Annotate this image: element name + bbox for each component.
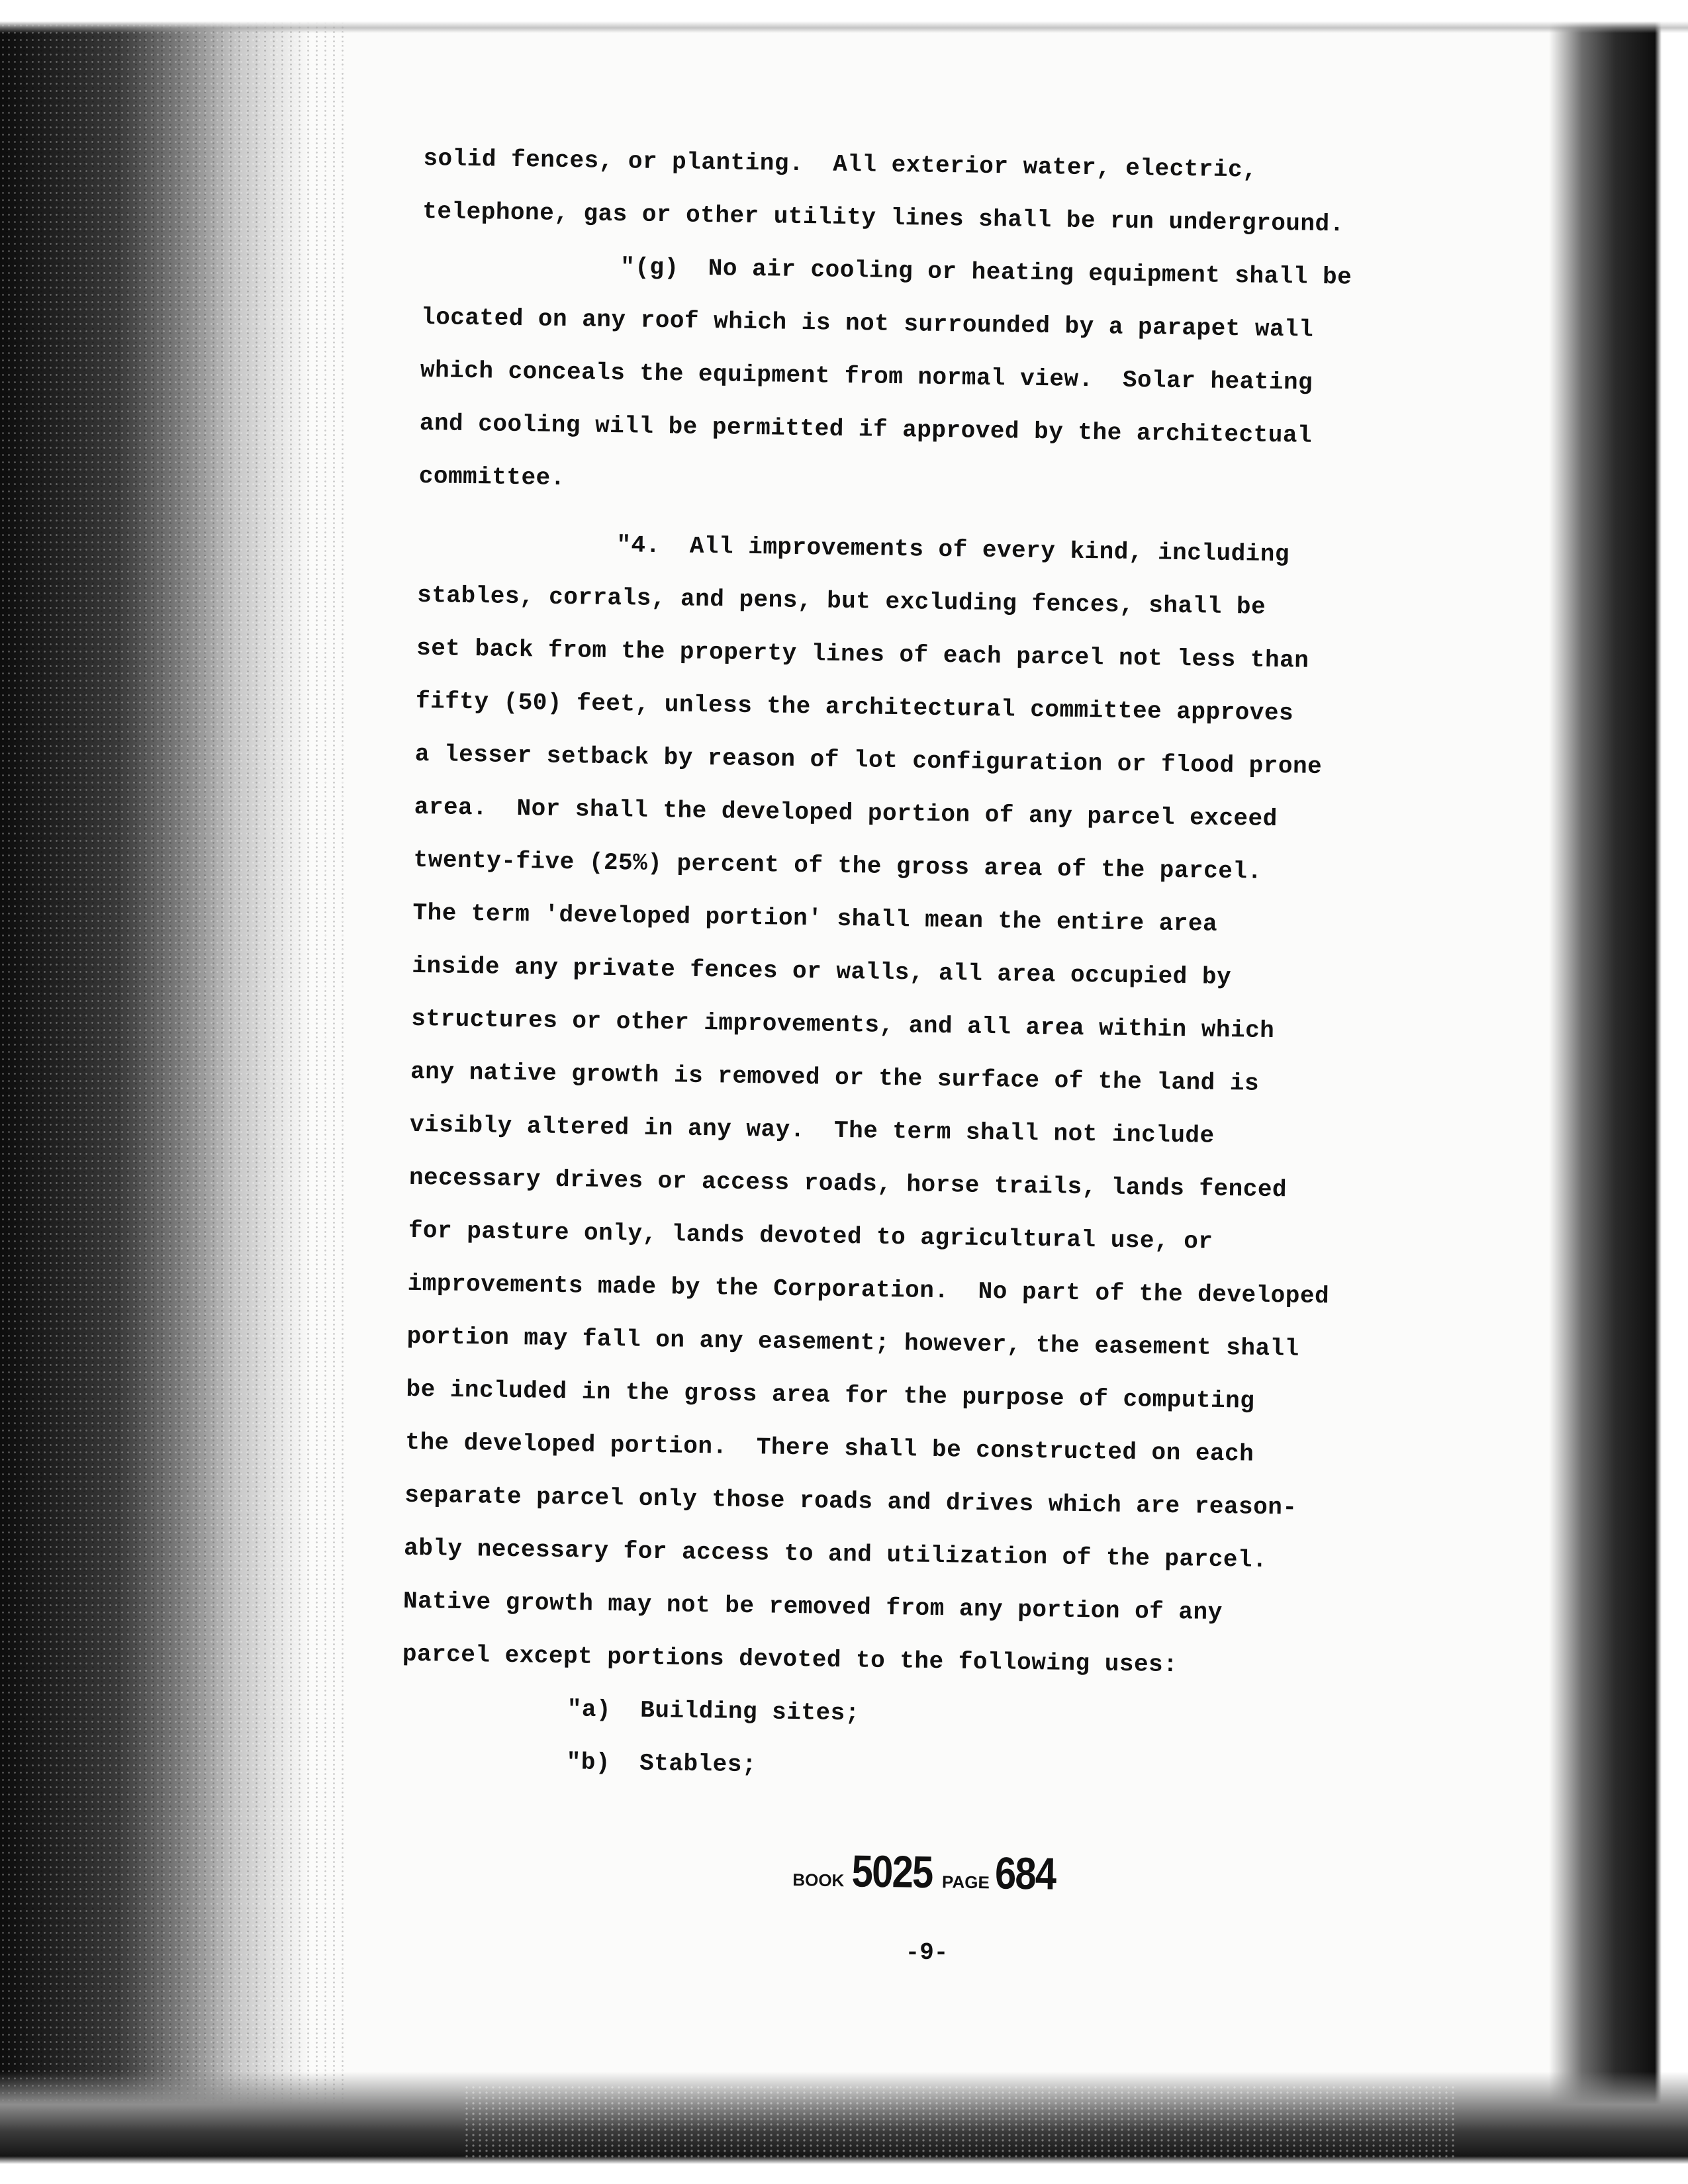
text-line: portion may fall on any easement; however, the easement shall bbox=[406, 1322, 1300, 1363]
paragraph-4-start: "4. All improvements of every kind, including bbox=[616, 531, 1290, 569]
paragraph-g-start: "(g) No air cooling or heating equipment shall be bbox=[620, 253, 1352, 291]
text-line: Native growth may not be removed from any portion of any bbox=[402, 1587, 1223, 1627]
scan-edge-top bbox=[0, 0, 1688, 33]
text-line: the developed portion. There shall be constructed on each bbox=[405, 1428, 1254, 1468]
book-number: 5025 bbox=[851, 1846, 933, 1898]
text-line: which conceals the equipment from normal view. Solar heating bbox=[420, 356, 1313, 396]
text-line: visibly altered in any way. The term shall not include bbox=[409, 1111, 1215, 1150]
text-line: separate parcel only those roads and drives which are reason- bbox=[404, 1481, 1297, 1522]
body-text bbox=[400, 132, 1509, 1802]
text-line: telephone, gas or other utility lines shall be run underground. bbox=[422, 197, 1345, 238]
text-line: twenty-five (25%) percent of the gross area of the parcel. bbox=[413, 846, 1262, 886]
list-item-a: "a) Building sites; bbox=[567, 1696, 861, 1727]
text-line: set back from the property lines of each parcel not less than bbox=[416, 634, 1309, 674]
scan-shadow-right bbox=[1549, 0, 1688, 2184]
text-line: parcel except portions devoted to the following uses: bbox=[402, 1640, 1178, 1679]
text-line: for pasture only, lands devoted to agricultural use, or bbox=[408, 1216, 1213, 1255]
page-ref-number: 684 bbox=[994, 1848, 1056, 1899]
text-line: improvements made by the Corporation. No part of the developed bbox=[407, 1269, 1330, 1310]
text-line: and cooling will be permitted if approved by the architectual bbox=[419, 409, 1313, 449]
text-line: located on any roof which is not surrounded by a parapet wall bbox=[420, 303, 1314, 343]
scan-noise-left bbox=[0, 0, 344, 2184]
book-label: BOOK bbox=[792, 1870, 845, 1891]
scan-noise-bottom bbox=[463, 2085, 1456, 2158]
page-label: PAGE bbox=[941, 1872, 990, 1893]
text-line: ably necessary for access to and utilization of the parcel. bbox=[403, 1534, 1268, 1574]
text-line: be included in the gross area for the purpose of computing bbox=[406, 1375, 1255, 1415]
page-number: -9- bbox=[905, 1939, 949, 1966]
text-line: structures or other improvements, and all area within which bbox=[411, 1005, 1275, 1045]
text-line: The term 'developed portion' shall mean the entire area bbox=[412, 899, 1218, 938]
text-line: necessary drives or access roads, horse trails, lands fenced bbox=[408, 1163, 1288, 1204]
text-line: solid fences, or planting. All exterior water, electric, bbox=[423, 144, 1258, 184]
text-line: area. Nor shall the developed portion of any parcel exceed bbox=[414, 793, 1278, 833]
text-line: a lesser setback by reason of lot configuration or flood prone bbox=[414, 740, 1323, 781]
recording-stamp bbox=[787, 1844, 1066, 1900]
text-line: inside any private fences or walls, all area occupied by bbox=[412, 952, 1232, 991]
list-item-b: "b) Stables; bbox=[566, 1749, 757, 1779]
text-line: stables, corrals, and pens, but excluding fences, shall be bbox=[416, 581, 1266, 621]
text-line: any native growth is removed or the surface of the land is bbox=[410, 1058, 1260, 1097]
text-line: fifty (50) feet, unless the architectural committee approves bbox=[415, 687, 1294, 727]
text-line: committee. bbox=[418, 462, 566, 492]
